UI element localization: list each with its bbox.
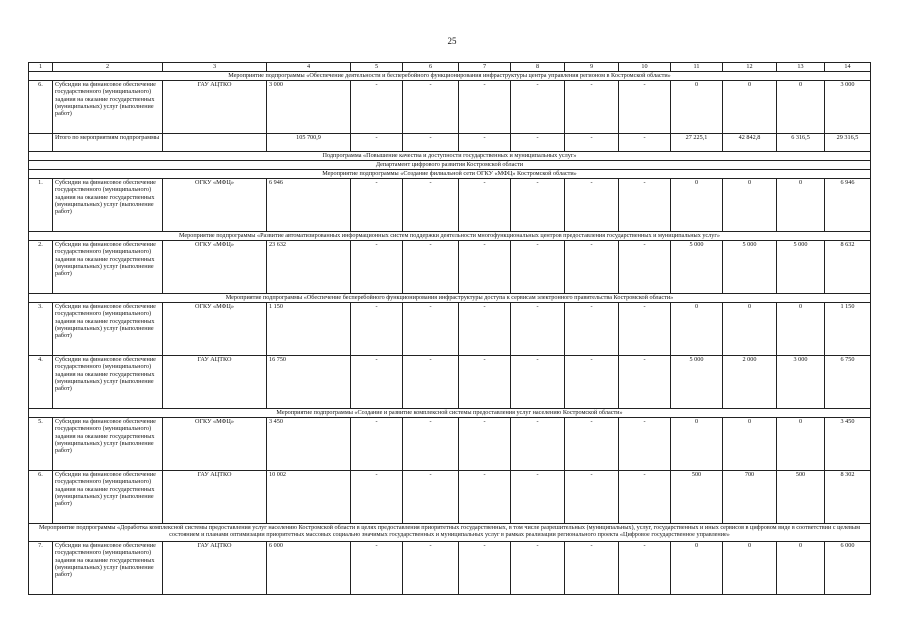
value-cell: - — [351, 81, 403, 134]
value-cell: 0 — [671, 81, 723, 134]
header-cell: 5 — [351, 63, 403, 72]
row-number: 5. — [29, 418, 53, 471]
row-number: 1. — [29, 179, 53, 232]
value-cell: 0 — [671, 303, 723, 356]
value-cell: 0 — [777, 179, 825, 232]
header-cell: 9 — [565, 63, 619, 72]
value-cell: 6 750 — [825, 356, 871, 409]
row-description: Субсидии на финансовое обеспечение государственного (муниципального) задания на оказание государственных (муниципальных) услуг (выполнение работ) — [53, 356, 163, 409]
row-description: Субсидии на финансовое обеспечение государственного (муниципального) задания на оказание государственных (муниципальных) услуг (выполнение работ) — [53, 471, 163, 524]
value-cell: - — [459, 418, 511, 471]
value-cell: 6 946 — [267, 179, 351, 232]
value-cell: 0 — [723, 542, 777, 595]
section-title: Мероприятие подпрограммы «Обеспечение деятельности и бесперебойного функционирования инфраструктуры центра управления регионом в Костромской области» — [29, 72, 871, 81]
page-number: 25 — [447, 36, 457, 46]
section-row — [29, 232, 871, 241]
section-title: Мероприятие подпрограммы «Развитие автоматизированных информационных систем поддержки деятельности многофункциональных центров предоставления государственных и муниципальных услуг» — [29, 232, 871, 241]
value-cell: 5 000 — [777, 241, 825, 294]
value-cell: 6 000 — [825, 542, 871, 595]
row-executor: ОГКУ «МФЦ» — [163, 418, 267, 471]
value-cell: 5 000 — [671, 356, 723, 409]
header-cell: 7 — [459, 63, 511, 72]
value-cell: - — [351, 418, 403, 471]
value-cell: - — [459, 134, 511, 152]
value-cell: 5 000 — [671, 241, 723, 294]
value-cell: 0 — [777, 303, 825, 356]
value-cell: - — [459, 81, 511, 134]
row-description: Субсидии на финансовое обеспечение государственного (муниципального) задания на оказание государственных (муниципальных) услуг (выполнение работ) — [53, 241, 163, 294]
row-executor: ГАУ АЦТКО — [163, 81, 267, 134]
value-cell: 3 000 — [777, 356, 825, 409]
table-row — [29, 303, 871, 356]
table-row — [29, 471, 871, 524]
value-cell: - — [619, 471, 671, 524]
row-description: Субсидии на финансовое обеспечение государственного (муниципального) задания на оказание государственных (муниципальных) услуг (выполнение работ) — [53, 418, 163, 471]
row-number: 2. — [29, 241, 53, 294]
value-cell: - — [619, 134, 671, 152]
header-cell: 2 — [53, 63, 163, 72]
value-cell: 10 002 — [267, 471, 351, 524]
value-cell: 6 946 — [825, 179, 871, 232]
row-executor: ОГКУ «МФЦ» — [163, 303, 267, 356]
value-cell: 1 150 — [267, 303, 351, 356]
value-cell: - — [565, 471, 619, 524]
value-cell: - — [511, 134, 565, 152]
row-description: Субсидии на финансовое обеспечение государственного (муниципального) задания на оказание государственных (муниципальных) услуг (выполнение работ) — [53, 303, 163, 356]
section-title: Мероприятие подпрограммы «Доработка комплексной системы предоставления услуг населению Костромской области в целях предоставления приоритетных государственных, в том числе разрешительных (муниципальных), услуг, государственных и иных сервисов в цифровом виде в соответствии с целевым состоянием и планами оптимизации приоритетных массовых социально значимых государственных и муниципальных услуг в рамках реализации регионального проекта «Цифровое государственное управление» — [29, 524, 871, 542]
value-cell: - — [619, 418, 671, 471]
table-row — [29, 418, 871, 471]
value-cell: 3 450 — [267, 418, 351, 471]
value-cell: - — [351, 134, 403, 152]
value-cell: - — [511, 356, 565, 409]
value-cell: - — [459, 303, 511, 356]
budget-table — [28, 62, 871, 595]
section-title: Мероприятие подпрограммы «Обеспечение бесперебойного функционирования инфраструктуры доступа к сервисам электронного правительства Костромской области» — [29, 294, 871, 303]
header-cell: 14 — [825, 63, 871, 72]
value-cell: - — [619, 179, 671, 232]
header-cell: 3 — [163, 63, 267, 72]
section-row — [29, 294, 871, 303]
row-number: 4. — [29, 356, 53, 409]
value-cell: - — [351, 542, 403, 595]
value-cell: 500 — [671, 471, 723, 524]
header-cell: 12 — [723, 63, 777, 72]
table-row — [29, 542, 871, 595]
value-cell: - — [403, 81, 459, 134]
value-cell: - — [351, 179, 403, 232]
value-cell: - — [565, 356, 619, 409]
value-cell: - — [403, 179, 459, 232]
section-row — [29, 170, 871, 179]
value-cell: - — [511, 179, 565, 232]
value-cell: - — [619, 81, 671, 134]
value-cell: - — [459, 471, 511, 524]
value-cell: 2 000 — [723, 356, 777, 409]
row-number — [29, 134, 53, 152]
total-label: Итого по мероприятиям подпрограммы — [53, 134, 163, 152]
value-cell: 8 302 — [825, 471, 871, 524]
row-description: Субсидии на финансовое обеспечение государственного (муниципального) задания на оказание государственных (муниципальных) услуг (выполнение работ) — [53, 179, 163, 232]
value-cell: 700 — [723, 471, 777, 524]
header-cell: 8 — [511, 63, 565, 72]
value-cell: - — [511, 418, 565, 471]
value-cell: - — [459, 356, 511, 409]
value-cell: 6 000 — [267, 542, 351, 595]
value-cell: 1 150 — [825, 303, 871, 356]
header-cell: 4 — [267, 63, 351, 72]
value-cell: 0 — [777, 418, 825, 471]
value-cell: 16 750 — [267, 356, 351, 409]
value-cell: - — [459, 179, 511, 232]
section-row — [29, 152, 871, 161]
value-cell: - — [403, 134, 459, 152]
value-cell: - — [459, 241, 511, 294]
row-number: 6. — [29, 81, 53, 134]
section-row — [29, 72, 871, 81]
value-cell: 23 632 — [267, 241, 351, 294]
total-row — [29, 134, 871, 152]
header-cell: 11 — [671, 63, 723, 72]
header-cell: 1 — [29, 63, 53, 72]
section-title: Мероприятие подпрограммы «Создание филиальной сети ОГКУ «МФЦ» Костромской области» — [29, 170, 871, 179]
row-number: 6. — [29, 471, 53, 524]
value-cell: - — [619, 542, 671, 595]
value-cell: 0 — [723, 179, 777, 232]
table-row — [29, 81, 871, 134]
value-cell: - — [511, 303, 565, 356]
value-cell: - — [619, 241, 671, 294]
row-number: 3. — [29, 303, 53, 356]
value-cell: - — [511, 471, 565, 524]
value-cell: 5 000 — [723, 241, 777, 294]
value-cell: 0 — [723, 303, 777, 356]
section-row — [29, 409, 871, 418]
value-cell: - — [565, 179, 619, 232]
value-cell: 105 700,9 — [267, 134, 351, 152]
value-cell: - — [565, 303, 619, 356]
value-cell: 42 842,8 — [723, 134, 777, 152]
value-cell: - — [565, 241, 619, 294]
value-cell: - — [403, 303, 459, 356]
value-cell: - — [351, 356, 403, 409]
value-cell: - — [403, 418, 459, 471]
value-cell: 0 — [777, 81, 825, 134]
value-cell: - — [351, 471, 403, 524]
value-cell: - — [403, 241, 459, 294]
row-description: Субсидии на финансовое обеспечение государственного (муниципального) задания на оказание государственных (муниципальных) услуг (выполнение работ) — [53, 542, 163, 595]
value-cell: - — [351, 241, 403, 294]
value-cell: - — [403, 356, 459, 409]
section-title: Мероприятие подпрограммы «Создание и развитие комплексной системы предоставления услуг населению Костромской области» — [29, 409, 871, 418]
header-cell: 13 — [777, 63, 825, 72]
header-cell: 6 — [403, 63, 459, 72]
table-row — [29, 356, 871, 409]
header-row — [29, 63, 871, 72]
table-row — [29, 241, 871, 294]
row-executor: ГАУ АЦТКО — [163, 356, 267, 409]
section-title: Подпрограмма «Повышение качества и доступности государственных и муниципальных услуг» — [29, 152, 871, 161]
value-cell: 0 — [671, 179, 723, 232]
section-title: Департамент цифрового развития Костромской области — [29, 161, 871, 170]
value-cell: 27 225,1 — [671, 134, 723, 152]
row-number: 7. — [29, 542, 53, 595]
value-cell: - — [511, 542, 565, 595]
row-executor: ОГКУ «МФЦ» — [163, 241, 267, 294]
row-executor: ГАУ АЦТКО — [163, 542, 267, 595]
value-cell: - — [511, 81, 565, 134]
value-cell: 6 316,5 — [777, 134, 825, 152]
value-cell: 0 — [671, 418, 723, 471]
value-cell: 3 000 — [825, 81, 871, 134]
value-cell: 8 632 — [825, 241, 871, 294]
value-cell: - — [565, 134, 619, 152]
header-cell: 10 — [619, 63, 671, 72]
row-executor: ГАУ АЦТКО — [163, 471, 267, 524]
section-row — [29, 161, 871, 170]
row-description: Субсидии на финансовое обеспечение государственного (муниципального) задания на оказание государственных (муниципальных) услуг (выполнение работ) — [53, 81, 163, 134]
value-cell: - — [565, 542, 619, 595]
row-executor: ОГКУ «МФЦ» — [163, 179, 267, 232]
value-cell: - — [619, 303, 671, 356]
value-cell: 0 — [777, 542, 825, 595]
table-row — [29, 179, 871, 232]
section-row — [29, 524, 871, 542]
value-cell: - — [511, 241, 565, 294]
value-cell: - — [351, 303, 403, 356]
row-executor — [163, 134, 267, 152]
value-cell: - — [403, 471, 459, 524]
value-cell: 3 000 — [267, 81, 351, 134]
value-cell: 0 — [723, 418, 777, 471]
value-cell: - — [565, 418, 619, 471]
value-cell: - — [459, 542, 511, 595]
value-cell: - — [403, 542, 459, 595]
value-cell: - — [565, 81, 619, 134]
value-cell: 500 — [777, 471, 825, 524]
value-cell: 3 450 — [825, 418, 871, 471]
value-cell: 29 316,5 — [825, 134, 871, 152]
value-cell: 0 — [671, 542, 723, 595]
value-cell: 0 — [723, 81, 777, 134]
value-cell: - — [619, 356, 671, 409]
